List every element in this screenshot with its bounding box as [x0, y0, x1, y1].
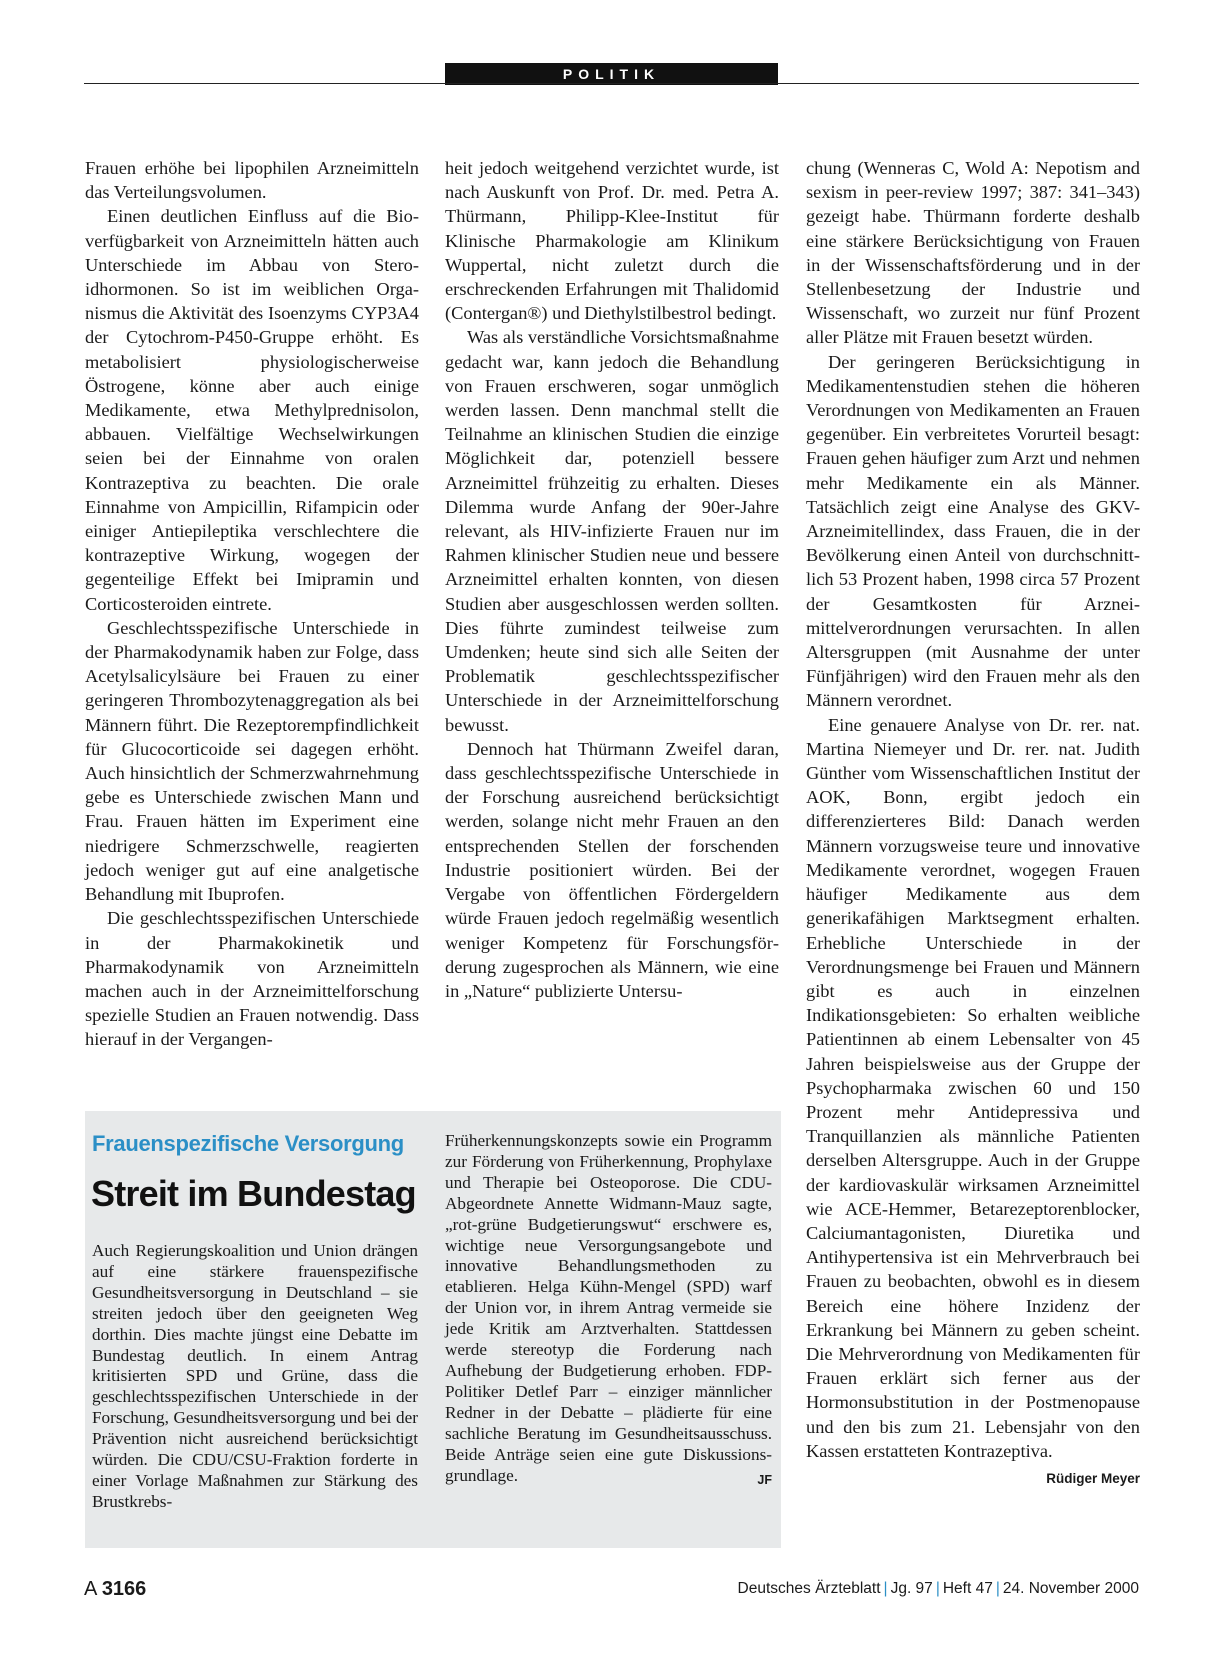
separator: |: [935, 1580, 940, 1597]
page-number: [84, 1578, 146, 1601]
paragraph: [806, 713, 1140, 1486]
journal-volume: Jg. 97: [890, 1580, 933, 1597]
paragraph: Die geschlechtsspezifischen Unterschiede in der Pharmakokinetik und Pharmakodynamik von Arzneimitteln machen auch in der Arzneimittelforschung spezielle Studien an Frauen notwendig. Dass hierauf in der Vergangen-: [85, 908, 419, 1050]
box-column-2-text: Früherkennungskonzepts sowie ein Programm zur Förderung von Früherkennung, Prophylaxe und Therapie bei Osteoporose. Die CDU-Abgeordnete Annette Widmann-Mauz sagte, „rot-grüne Budgetierungswut“ erschwere es, wichtige neue Versorgungsangebote und innovative Behandlungsmethoden zu etablieren. Helga Kühn-Mengel (SPD) warf der Union vor, in ihrem Antrag vermeide sie jede Kritik am Arztverhalten. Stattdessen werde stereotyp die Forderung nach Aufhebung der Budgetierung erhoben. FDP-Politiker Detlef Parr – einziger männlicher Redner in der Debatte – plädierte für eine sachliche Beratung im Gesundheitsausschuss. Beide Anträge seien eine gute Diskussionsgrundlage.: [445, 1131, 772, 1485]
box-column-2: [445, 1131, 772, 1490]
header-rule: [84, 83, 1139, 84]
paragraph: Der geringeren Berücksichtigung in Medikamentenstudien stehen die höheren Verordnungen von Medikamenten an Frauen gegenüber. Ein verbreitetes Vorurteil besagt: Frauen gehen häufiger zum Arzt und nehmen mehr Medikamente ein als Männer. Tatsächlich zeigt eine Analyse des GKV-Arzneimitellindex, dass Frauen, die in der Bevölkerung einen Anteil von durchschnittlich 53 Prozent haben, 1998 circa 57 Prozent der Gesamtkosten für Arzneimittelverordnungen verursachten. In allen Altersgruppen (mit Ausnahme der unter Fünfjährigen) wird den Frauen mehr als den Männern verordnet.: [806, 351, 1140, 711]
box-kicker: Frauenspezifische Versorgung: [92, 1131, 404, 1156]
paragraph: Geschlechtsspezifische Unterschiede in der Pharmakodynamik haben zur Folge, dass Acetylsalicylsäure bei Frauen zu einer geringeren Thrombozytenaggregation als bei Männern führt. Die Rezeptorempfindlichkeit für Glucocorticoide sei dagegen erhöht. Auch hinsichtlich der Schmerzwahrnehmung gebe es Unterschiede zwischen Mann und Frau. Frauen hätten im Experiment eine niedrigere Schmerzschwelle, reagierten jedoch weniger gut auf eine analgetische Behandlung mit Ibuprofen.: [85, 617, 419, 905]
journal-issue: Heft 47: [942, 1580, 993, 1597]
separator: |: [995, 1580, 1000, 1597]
box-signature: JF: [757, 1472, 772, 1487]
paragraph: Einen deutlichen Einfluss auf die Bioverfügbarkeit von Arzneimitteln hätten auch Unterschiede im Abbau von Steroidhormonen. So ist im weiblichen Organismus die Aktivität des Isoenzyms CYP3A4 der Cytochrom-P450-Gruppe erhöht. Es metabolisiert physiologischerweise Östrogene, könne aber auch einige Medikamente, etwa Methylprednisolon, abbauen. Vielfältige Wechselwirkungen seien bei der Einnahme von oralen Kontrazeptiva zu beachten. Die orale Einnahme von Ampicillin, Rifampicin oder einiger Antiepileptika verschlechtere die kontrazeptive Wirkung, wogegen der gegenteilige Effekt bei Imipramin und Corticosteroiden eintrete.: [85, 206, 419, 614]
separator: |: [883, 1580, 888, 1597]
box-title: Streit im Bundestag: [91, 1173, 416, 1214]
paragraph: Frauen erhöhe bei lipophilen Arzneimitteln das Verteilungsvolumen.: [85, 158, 419, 203]
paragraph: Dennoch hat Thürmann Zweifel daran, dass geschlechtsspezifische Unterschiede in der Forschung ausreichend berücksichtigt werden, solange nicht mehr Frauen an den entsprechenden Stellen der forschenden Industrie positioniert würden. Bei der Vergabe von öffentlichen Fördergeldern würde Frauen jedoch regelmäßig wesentlich weniger Kompetenz für Forschungsförderung zugesprochen als Männern, wie eine in „Nature“ publizierte Untersu-: [445, 738, 779, 1001]
author-byline: Rüdiger Meyer: [1046, 1470, 1140, 1486]
page-number-value: 3166: [101, 1578, 147, 1600]
paragraph: Was als verständliche Vorsichtsmaßnahme gedacht war, kann jedoch die Behandlung von Frauen erschweren, sogar unmöglich werden lassen. Denn manchmal stellt die Teilnahme an klinischen Studien die einzige Möglichkeit dar, potenziell bessere Arzneimittel frühzeitig zu erhalten. Dieses Dilemma wurde Anfang der 90er-Jahre relevant, als HIV-infizierte Frauen nur im Rahmen klinischer Studien neue und bessere Arzneimittel erhalten konnten, von diesen Studien aber ausgeschlossen werden sollten. Dies führte zumindest teilweise zum Umdenken; heute sind sich alle Seiten der Problematik geschlechtsspezifischer Unterschiede in der Arzneimittelforschung bewusst.: [445, 327, 779, 735]
page-footer: [84, 1578, 1139, 1604]
box-column-1: Auch Regierungskoalition und Union drängen auf eine stärkere frauenspezifische Gesundheitsversorgung in Deutschland – sie streiten jedoch über den geeigneten Weg dorthin. Dies machte jüngst eine Debatte im Bundestag deutlich. In einem Antrag kritisierten SPD und Grüne, dass die geschlechtsspezifischen Unterschiede in der Forschung, Gesundheitsversorgung und bei der Prävention nicht ausreichend berücksichtigt würden. Die CDU/CSU-Fraktion forderte in einer Vorlage Maßnahmen zur Stärkung des Brustkrebs-: [92, 1241, 418, 1511]
paragraph-text: Eine genauere Analyse von Dr. rer. nat. Martina Niemeyer und Dr. rer. nat. Judith Günther vom Wissenschaftlichen Institut der AOK, Bonn, ergibt jedoch ein differenzierteres Bild: Danach werden Männern vorzugsweise teure und innovative Medikamente verordnet, wogegen Frauen häufiger Medikamente aus dem generikafähigen Marktsegment erhalten. Erhebliche Unterschiede in der Verordnungsmenge bei Frauen und Männern gibt es auch in einzelnen Indikationsgebieten: So erhalten weibliche Patientinnen ab einem Lebensalter von 45 Jahren beispielsweise aus der Gruppe der Psychopharmaka zwischen 60 und 150 Prozent mehr Antidepressiva und Tranquillanzien als männliche Patienten derselben Altersgruppe. Auch in der Gruppe der kardiovaskulär wirksamen Arzneimittel wie ACE-Hemmer, Betarezeptorenblocker, Calciumantagonisten, Diuretika und Antihypertensiva ist ein Mehrverbrauch bei Frauen zu beobachten, obwohl es in diesem Bereich eine höhere Inzidenz der Erkrankung bei Männern zu geben scheint. Die Mehrverordnung von Medikamenten für Frauen erklärt sich ferner aus der Hormonsubstitution in der Postmenopause und den bis zum 21. Lebensjahr von den Kassen erstatteten Kontrazeptiva.: [806, 714, 1140, 1461]
article-column-2: [445, 156, 779, 1003]
journal-date: 24. November 2000: [1002, 1580, 1139, 1597]
journal-info: [738, 1580, 1139, 1598]
article-column-1: [85, 156, 419, 1052]
article-column-3: [806, 156, 1140, 1491]
section-header: POLITIK: [445, 63, 778, 85]
journal-name: Deutsches Ärzteblatt: [737, 1580, 881, 1597]
paragraph: chung (Wenneras C, Wold A: Nepotism and sexism in peer-review 1997; 387: 341–343) gezeigt habe. Thürmann forderte deshalb eine stärkere Berücksichtigung von Frauen in der Wissenschaftsförderung und in der Stellenbesetzung der Industrie und Wissenschaft, wo zurzeit nur fünf Prozent aller Plätze mit Frauen besetzt würden.: [806, 158, 1140, 348]
paragraph: heit jedoch weitgehend verzichtet wurde, ist nach Auskunft von Prof. Dr. med. Petra A. Thürmann, Philipp-Klee-Institut für Klinische Pharmakologie am Klinikum Wuppertal, nicht zuletzt durch die erschreckenden Erfahrungen mit Thalidomid (Contergan®) und Diethylstilbestrol bedingt.: [445, 158, 779, 324]
sidebar-box: [85, 1111, 781, 1548]
page-prefix: A: [84, 1578, 97, 1600]
